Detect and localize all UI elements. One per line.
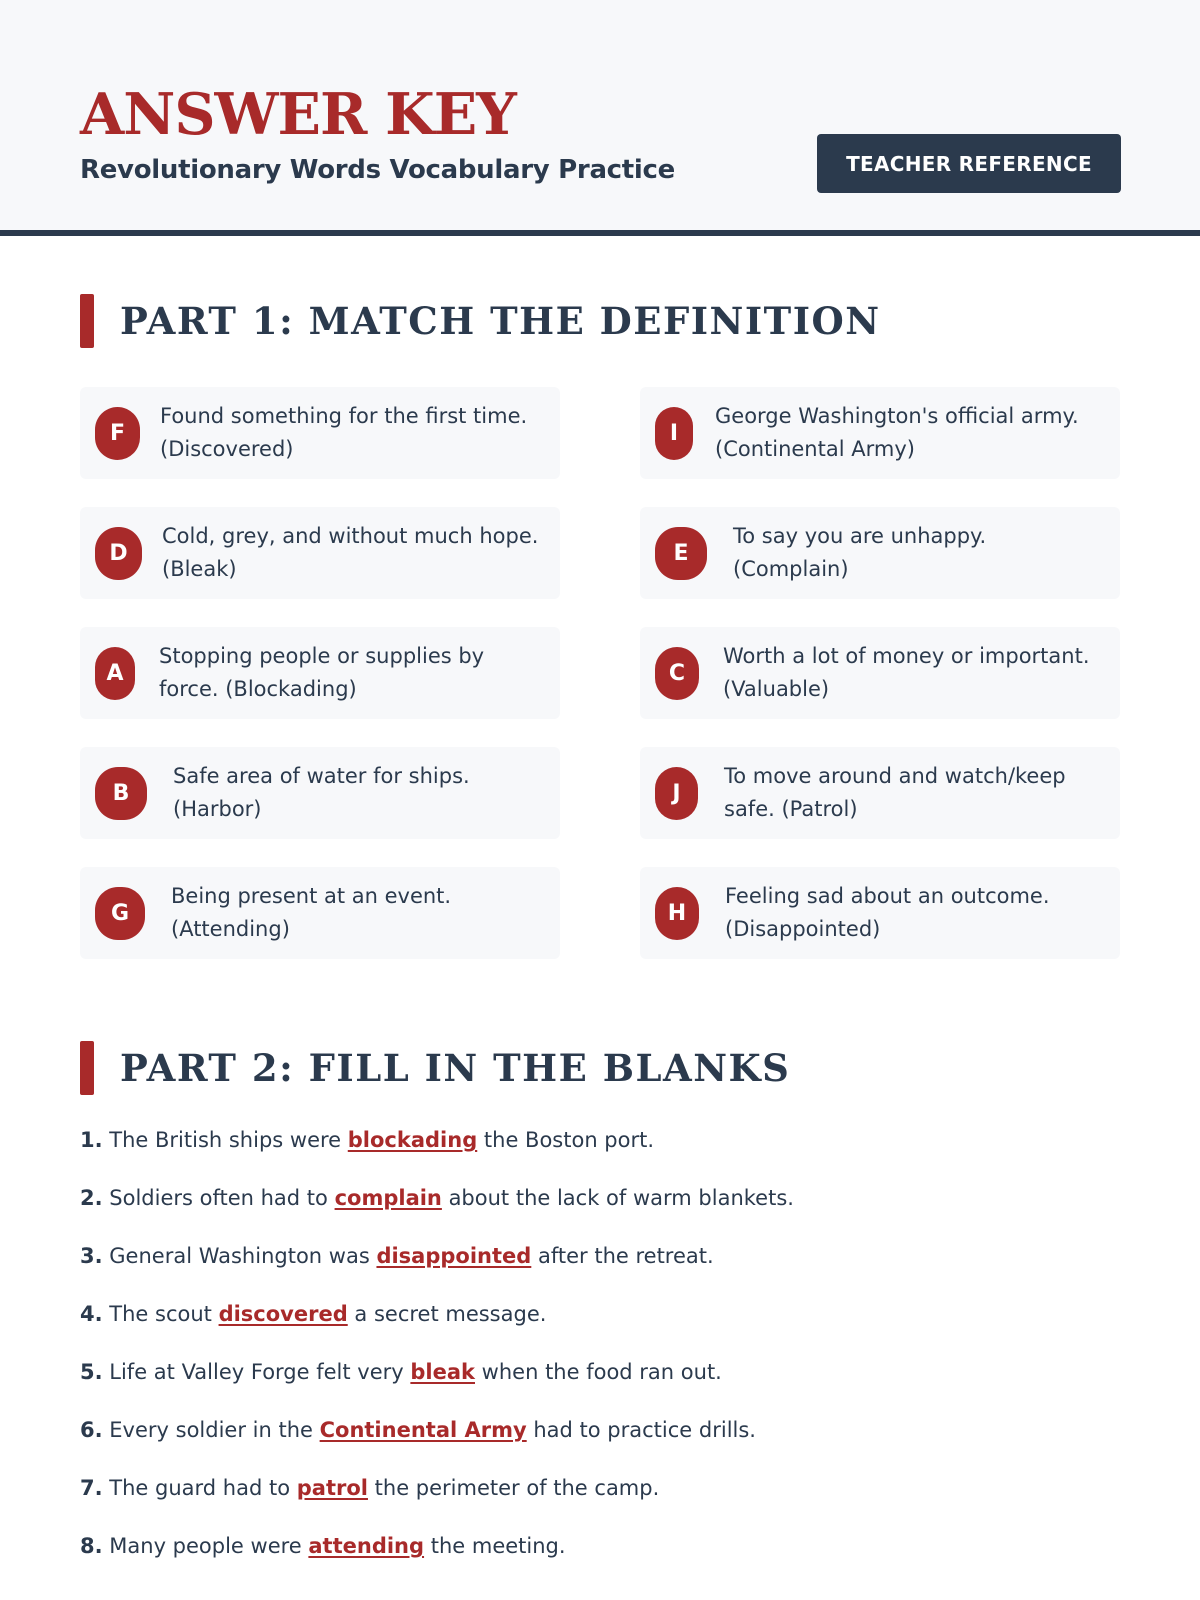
answer-letter-badge: I [655,407,693,460]
sentence-after: had to practice drills. [526,1418,756,1442]
answer-letter-badge: A [95,647,135,700]
match-definition: To say you are unhappy. (Complain) [733,524,987,581]
sentence-after: when the food ran out. [475,1360,722,1384]
sentence-before: Life at Valley Forge felt very [102,1360,411,1384]
match-card [640,747,1120,839]
match-card [640,627,1120,719]
sentence-before: Soldiers often had to [102,1186,335,1210]
part2-heading [80,1041,790,1095]
answer-letter-badge: H [655,887,699,940]
match-card [640,507,1120,599]
answer-word: disappointed [376,1244,532,1268]
sentence-before: Every soldier in the [102,1418,320,1442]
sentence-before: General Washington was [102,1244,377,1268]
page-subtitle: Revolutionary Words Vocabulary Practice [80,155,675,185]
match-card [80,867,560,959]
sentence-before: Many people were [102,1534,309,1558]
fill-in-sentence [80,1240,1120,1298]
section-accent-bar [80,294,94,348]
sentence-number: 5. [80,1360,103,1384]
sentence-number: 6. [80,1418,103,1442]
sentence-after: after the retreat. [531,1244,714,1268]
answer-letter-badge: E [655,527,707,580]
sentence-number: 3. [80,1244,103,1268]
fill-in-sentence [80,1472,1120,1530]
part1-heading [80,294,881,348]
answer-word: Continental Army [319,1418,527,1442]
match-definition: Stopping people or supplies by force. (Blockading) [159,644,485,701]
sentence-after: the perimeter of the camp. [367,1476,660,1500]
sentence-number: 8. [80,1534,103,1558]
sentence-after: the meeting. [424,1534,566,1558]
fill-in-sentence [80,1414,1120,1472]
match-definition: Worth a lot of money or important. (Valuable) [723,644,1090,701]
fill-in-sentence [80,1124,1120,1182]
fill-in-list [80,1124,1120,1588]
sentence-number: 2. [80,1186,103,1210]
match-card [80,387,560,479]
match-card [80,627,560,719]
teacher-reference-badge: TEACHER REFERENCE [817,134,1121,193]
match-card [80,747,560,839]
page-header [0,0,1200,236]
fill-in-sentence [80,1356,1120,1414]
answer-word: bleak [410,1360,475,1384]
fill-in-sentence [80,1530,1120,1588]
answer-letter-badge: F [95,407,140,460]
section-accent-bar [80,1041,94,1095]
answer-word: attending [308,1534,425,1558]
part1-title: PART 1: MATCH THE DEFINITION [120,299,881,343]
part2-title: PART 2: FILL IN THE BLANKS [120,1046,791,1090]
match-definition: Found something for the first time. (Discovered) [160,404,528,461]
fill-in-sentence [80,1298,1120,1356]
match-card [640,867,1120,959]
answer-word: complain [334,1186,442,1210]
match-definition: Safe area of water for ships. (Harbor) [173,764,470,821]
match-card [640,387,1120,479]
answer-letter-badge: D [95,527,142,580]
sentence-before: The scout [102,1302,219,1326]
match-definition: Feeling sad about an outcome. (Disappointed) [725,884,1050,941]
sentence-before: The British ships were [102,1128,348,1152]
match-definition: Cold, grey, and without much hope. (Bleak) [162,524,539,581]
sentence-before: The guard had to [102,1476,297,1500]
match-definition: George Washington's official army. (Continental Army) [715,404,1079,461]
answer-word: blockading [347,1128,478,1152]
answer-word: patrol [296,1476,368,1500]
match-definition: To move around and watch/keep safe. (Patrol) [724,764,1066,821]
match-definition: Being present at an event. (Attending) [171,884,452,941]
answer-word: discovered [218,1302,348,1326]
answer-letter-badge: J [655,767,698,820]
match-card [80,507,560,599]
sentence-after: the Boston port. [477,1128,655,1152]
sentence-number: 7. [80,1476,103,1500]
answer-letter-badge: B [95,767,147,820]
fill-in-sentence [80,1182,1120,1240]
sentence-after: about the lack of warm blankets. [441,1186,794,1210]
answer-letter-badge: C [655,647,699,700]
sentence-number: 4. [80,1302,103,1326]
sentence-after: a secret message. [347,1302,547,1326]
page-title: ANSWER KEY [80,81,516,148]
answer-letter-badge: G [95,887,145,940]
sentence-number: 1. [80,1128,103,1152]
